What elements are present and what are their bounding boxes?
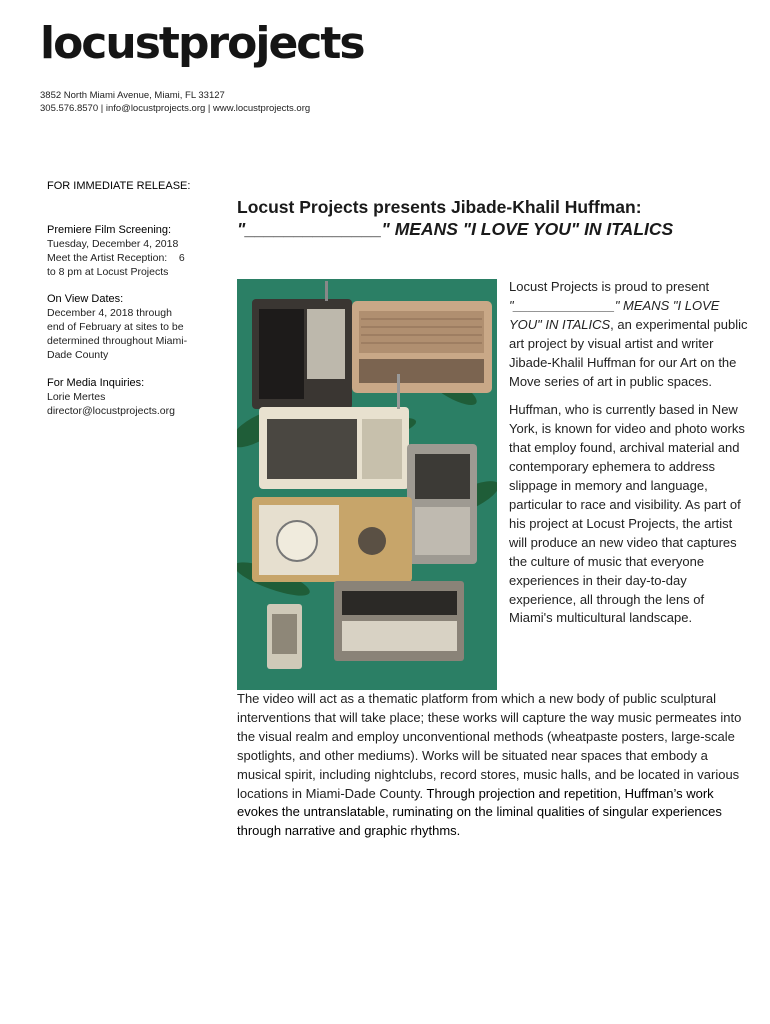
intro-text-end: , an experimental public art project by visual artist and writer Jibade-Khalil Huffman for our Art on the Move series of art in public spaces. bbox=[509, 316, 748, 389]
intro-project-title: "______________" MEANS "I LOVE YOU" IN ITALICS bbox=[509, 297, 720, 332]
intro-text-start: Locust Projects is proud to present bbox=[509, 279, 710, 294]
title-line-1: Locust Projects presents Jibade-Khalil Huffman: bbox=[237, 197, 642, 217]
screening-heading: Premiere Film Screening: bbox=[47, 224, 172, 236]
locust-projects-logo: locustprojects bbox=[40, 18, 364, 69]
screening-info bbox=[47, 223, 207, 279]
project-paragraph-text: The video will act as a thematic platform from which a new body of public sculptural interventions that will take place; these works will capture the way music permeates into the visual realm and employ unconventional methods (wheatpaste posters, large-scale spotlights, and other mediums). Works will be situated near spaces that embody a musical spirit, including nightclubs, record stores, music halls, and be located in various locations in Miami-Dade County. bbox=[237, 691, 742, 801]
press-release-title bbox=[237, 196, 747, 240]
vintage-radios-photo bbox=[237, 279, 497, 690]
view-dates-heading: On View Dates: bbox=[47, 293, 124, 305]
artist-paragraph: Huffman, who is currently based in New York, is known for video and photo works that employ found, archival material and contemporary ephemera to address slippage in memory and language, particular to race and visibility. As part of his project at Locust Projects, the artist will produce an new video that captures the culture of music that everyone experiences in their day-to-day experience, all through the lens of Miami's multicultural landscape. bbox=[509, 402, 745, 626]
project-paragraph-closing: Through projection and repetition, Huffman’s work evokes the untranslatable, ruminating on the liminal qualities of singular experiences through narrative and graphic rhythms. bbox=[237, 785, 722, 839]
media-contact-email: director@locustprojects.org bbox=[47, 405, 175, 417]
intro-paragraph bbox=[509, 278, 749, 391]
intro-column bbox=[509, 278, 749, 628]
screening-line: to 8 pm at Locust Projects bbox=[47, 266, 169, 278]
view-dates-line: December 4, 2018 through bbox=[47, 307, 172, 319]
screening-line: Meet the Artist Reception: 6 bbox=[47, 252, 185, 264]
contact-line: 305.576.8570 | info@locustprojects.org | www.locustprojects.org bbox=[40, 102, 311, 114]
view-dates-line: determined throughout Miami- bbox=[47, 335, 188, 347]
view-dates-line: end of February at sites to be bbox=[47, 321, 184, 333]
screening-line: Tuesday, December 4, 2018 bbox=[47, 238, 179, 250]
title-line-2: "______________" MEANS "I LOVE YOU" IN ITALICS bbox=[237, 219, 674, 239]
view-dates-line: Dade County bbox=[47, 349, 109, 361]
view-dates-info bbox=[47, 292, 207, 362]
address-block bbox=[40, 90, 310, 115]
street-address: 3852 North Miami Avenue, Miami, FL 33127 bbox=[40, 90, 225, 101]
media-contact-name: Lorie Mertes bbox=[47, 391, 106, 403]
media-heading: For Media Inquiries: bbox=[47, 377, 145, 389]
project-paragraph bbox=[237, 690, 749, 841]
release-label: FOR IMMEDIATE RELEASE: bbox=[47, 180, 191, 192]
media-inquiries-info bbox=[47, 376, 207, 418]
